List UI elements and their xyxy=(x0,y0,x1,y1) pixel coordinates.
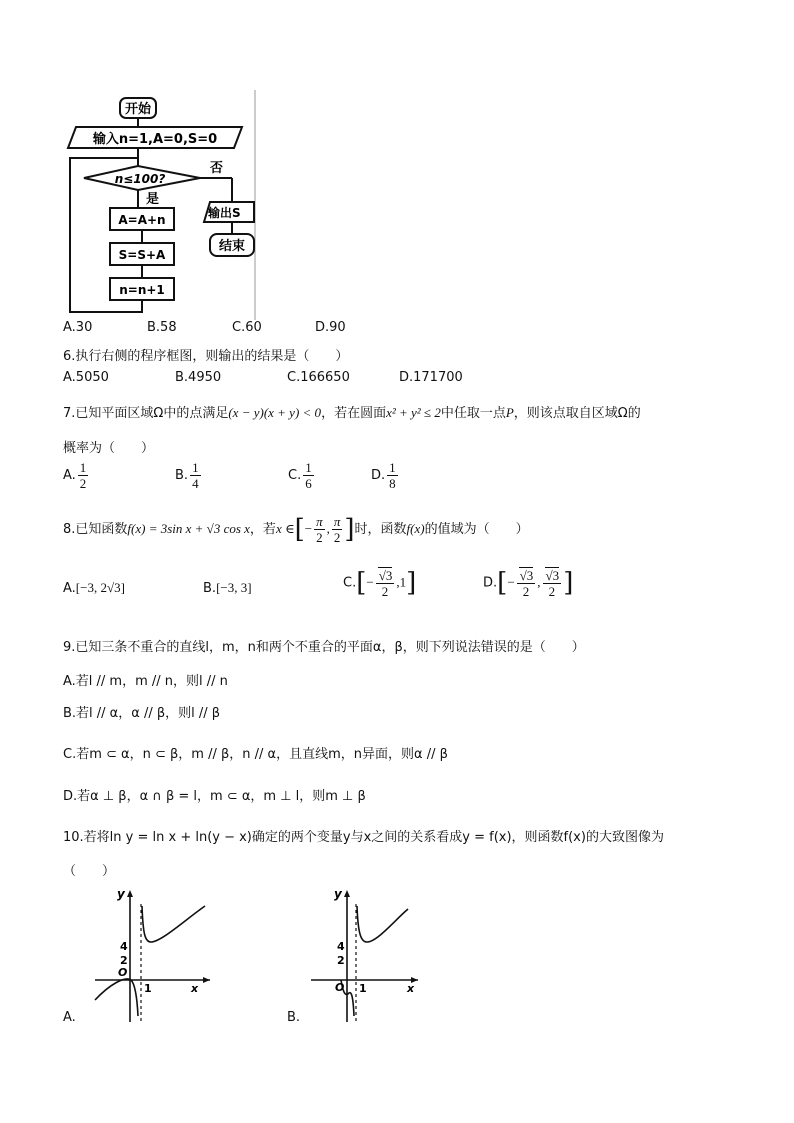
graph-a-x-label: x xyxy=(191,982,199,995)
q8-option-d-label: D. xyxy=(483,575,498,591)
q7-option-c-fraction xyxy=(303,460,314,491)
flowchart-step3-label: n=n+1 xyxy=(119,283,165,297)
q9-option-d: D.若α ⊥ β，α ∩ β = l，m ⊂ α，m ⊥ l，则m ⊥ β xyxy=(63,789,366,804)
q7-option-b-label: B. xyxy=(175,468,189,483)
graph-b-right-branch xyxy=(357,906,408,942)
flowchart xyxy=(60,90,260,320)
q7-option-a-fraction xyxy=(78,460,89,491)
q7-option-a-num: 1 xyxy=(79,460,87,475)
q7-stem-line2: 概率为（ ） xyxy=(63,441,155,456)
q5-option-d: D.90 xyxy=(315,320,346,335)
flowchart-end-label: 结束 xyxy=(218,239,246,254)
q7-stem-b: ，若在圆面 xyxy=(321,406,387,421)
q8-interval-left: $\frac{\pi}{2}$ xyxy=(316,514,323,545)
q7-option-c-label: C. xyxy=(288,468,302,483)
q8-interval-open: [ xyxy=(294,514,305,545)
q8-interval-right: $\frac{\pi}{2}$ xyxy=(333,514,341,545)
q8-option-d: D.[− $\frac{√3}{2}$ , $\frac{√3}{2}$ ] xyxy=(483,568,574,599)
q7-option-c-den: 6 xyxy=(305,476,312,491)
q7-stem-c: 中任取一点 xyxy=(440,406,506,421)
q6-option-d: D.171700 xyxy=(399,370,463,385)
graph-b-y-label: y xyxy=(334,887,342,901)
graph-b-four-label: 4 xyxy=(337,940,345,953)
graph-a-origin-label: O xyxy=(118,966,128,979)
q8-option-c-label: C. xyxy=(343,575,357,591)
q9-option-c: C.若m ⊂ α，n ⊂ β，m // β，n // α，且直线m，n异面，则α // β xyxy=(63,747,448,762)
q8-option-c-fraction: $\frac{√3}{2}$ xyxy=(376,567,395,599)
q8-option-c: C.[− $\frac{√3}{2}$ ,1] xyxy=(343,568,417,599)
graph-a-left-branch xyxy=(95,979,138,1016)
q7-option-d-num: 1 xyxy=(389,460,396,475)
q7-option-a-den: 2 xyxy=(79,476,87,491)
q7-stem-a: 7.已知平面区域Ω中的点满足 xyxy=(63,406,229,421)
q10-graph-b xyxy=(303,884,433,1024)
q6-stem: 6.执行右侧的程序框图，则输出的结果是（ ） xyxy=(63,349,349,364)
q7-circle: x² + y² ≤ 2 xyxy=(386,405,441,420)
q8-function: f(x) = 3sin x + √3 cos x xyxy=(127,521,250,536)
q7-point-p: P xyxy=(505,405,514,420)
q9-stem: 9.已知三条不重合的直线l，m，n和两个不重合的平面α，β，则下列说法错误的是（ ） xyxy=(63,640,585,655)
q6-option-c: C.166650 xyxy=(287,370,350,385)
q10-graph-a xyxy=(85,884,215,1024)
q7-stem-line1 xyxy=(63,402,641,421)
q6-option-a: A.5050 xyxy=(63,370,109,385)
q7-option-c-num: 1 xyxy=(305,460,312,475)
q7-option-d xyxy=(371,460,400,491)
graph-a-y-label: y xyxy=(117,887,125,901)
q5-option-a: A.30 xyxy=(63,320,93,335)
q5-option-c: C.60 xyxy=(232,320,262,335)
q10-paren: （ ） xyxy=(63,864,116,879)
q8-interval-close: ] xyxy=(344,514,355,545)
flowchart-decision-label: n≤100? xyxy=(114,172,166,186)
graph-b-two-label: 2 xyxy=(337,954,345,967)
graph-b-one-label: 1 xyxy=(359,982,367,995)
flowchart-yes-label: 是 xyxy=(146,192,160,207)
graph-a-right-branch xyxy=(142,906,205,942)
q8-option-b xyxy=(203,580,252,596)
q9-option-a: A.若l // m，m // n，则l // n xyxy=(63,674,228,689)
q10-option-b-label: B. xyxy=(287,1010,301,1025)
flowchart-step1-label: A=A+n xyxy=(118,213,166,227)
q8-stem: 8.已知函数f(x) = 3sin x + √3 cos x，若x ∈[− $\frac{\pi}{2}$ , $\frac{\pi}{2}$ ]时，函数f(x)的值域为（ ） xyxy=(63,514,529,545)
graph-a-two-label: 2 xyxy=(120,954,128,967)
q7-condition: (x − y)(x + y) < 0 xyxy=(228,405,322,420)
q6-option-b: B.4950 xyxy=(175,370,222,385)
q7-option-c xyxy=(288,460,316,491)
q8-x-in: x ∈ xyxy=(275,521,295,536)
graph-b-x-label: x xyxy=(407,982,415,995)
flowchart-input-label: 输入n=1,A=0,S=0 xyxy=(92,132,218,147)
q8-option-a xyxy=(63,580,125,596)
q7-option-b-num: 1 xyxy=(192,460,199,475)
flowchart-start-label: 开始 xyxy=(124,102,152,117)
q7-option-b-den: 4 xyxy=(192,476,199,491)
q7-option-d-fraction xyxy=(387,460,398,491)
q7-option-b-fraction xyxy=(190,460,201,491)
q5-option-b: B.58 xyxy=(147,320,177,335)
q8-stem-a: 8.已知函数 xyxy=(63,522,128,537)
q8-stem-d: 的值域为（ ） xyxy=(424,522,529,537)
q8-stem-c: 时，函数 xyxy=(354,522,407,537)
graph-a-four-label: 4 xyxy=(120,940,128,953)
q8-option-d-fraction-left: $\frac{√3}{2}$ xyxy=(517,567,536,599)
q8-option-a-text: [−3, 2√3] xyxy=(75,580,125,595)
flowchart-output-label: 输出S xyxy=(208,206,241,220)
q8-fx: f(x) xyxy=(406,521,425,536)
q8-stem-b: ，若 xyxy=(249,522,276,537)
q8-option-a-label: A. xyxy=(63,581,76,596)
q7-stem-d: ，则该点取自区域Ω的 xyxy=(513,406,641,421)
q8-option-b-text: [−3, 3] xyxy=(216,580,252,595)
graph-a-one-label: 1 xyxy=(144,982,152,995)
q7-option-a-label: A. xyxy=(63,468,76,483)
q7-option-d-den: 8 xyxy=(389,476,396,491)
graph-b-origin-label: O xyxy=(335,981,345,994)
q7-option-a xyxy=(63,460,90,491)
q7-option-d-label: D. xyxy=(371,468,386,483)
flowchart-no-label: 否 xyxy=(210,161,224,176)
q10-stem: 10.若将ln y = ln x + ln(y − x)确定的两个变量y与x之间的关系看成y = f(x)，则函数f(x)的大致图像为 xyxy=(63,830,664,845)
q8-option-b-label: B. xyxy=(203,581,217,596)
q10-option-a-label: A. xyxy=(63,1010,76,1025)
q8-option-d-fraction-right: $\frac{√3}{2}$ xyxy=(543,567,562,599)
flowchart-step2-label: S=S+A xyxy=(118,248,166,262)
q9-option-b: B.若l // α，α // β，则l // β xyxy=(63,706,221,721)
q7-option-b xyxy=(175,460,203,491)
